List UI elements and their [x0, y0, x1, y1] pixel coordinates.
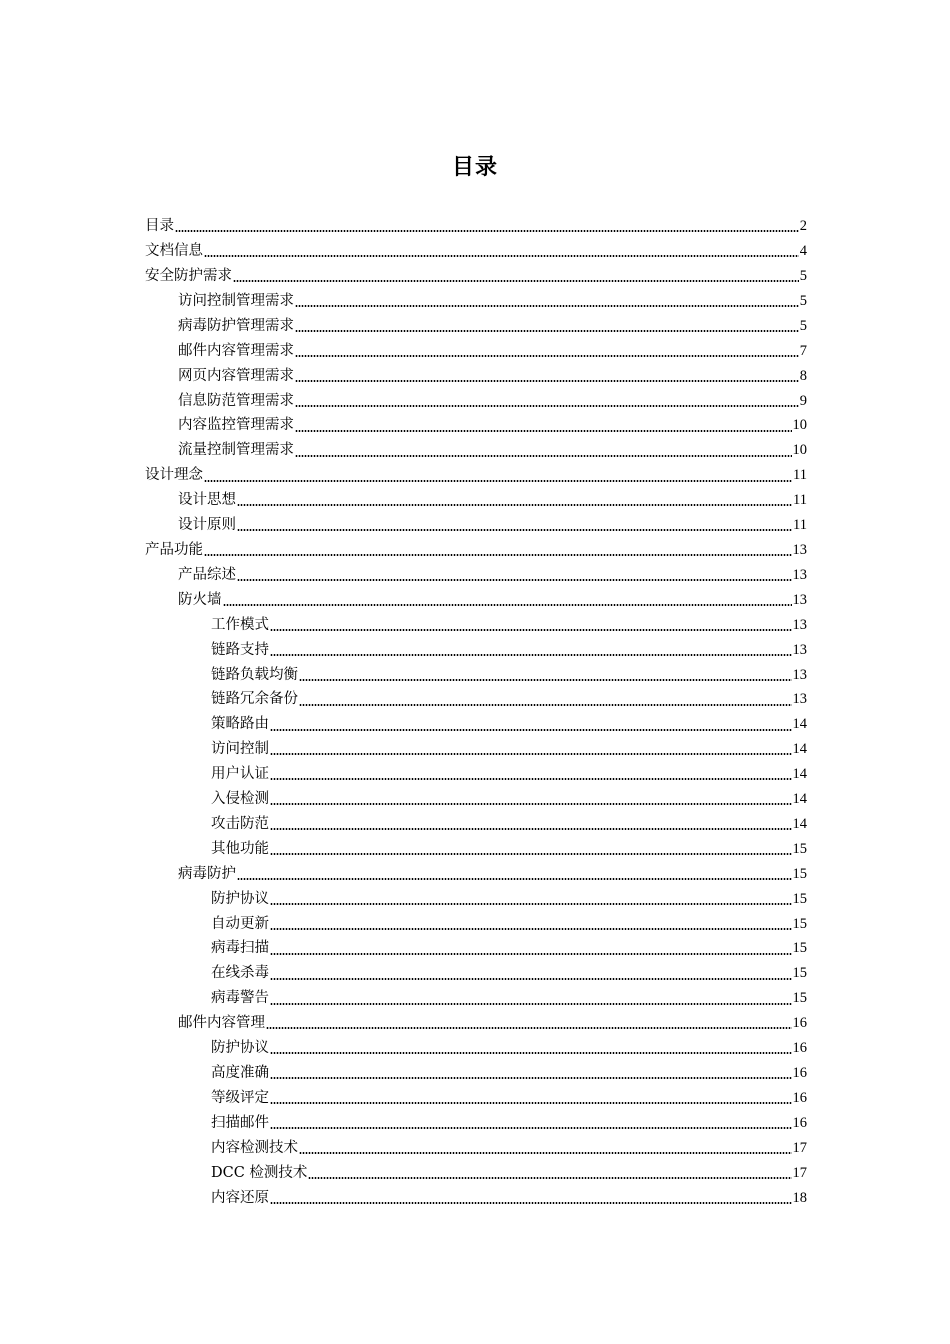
toc-entry[interactable] — [145, 314, 807, 339]
toc-entry-label: 等级评定 — [211, 1089, 269, 1106]
toc-entry-label: 设计思想 — [178, 492, 236, 509]
toc-entry-label: 防火墙 — [178, 591, 222, 608]
toc-entry-label: 自动更新 — [211, 915, 269, 932]
toc-entry-label: 目录 — [145, 218, 174, 235]
toc-entry-page-number: 15 — [792, 990, 807, 1007]
toc-entry-label: 网页内容管理需求 — [178, 367, 294, 384]
toc-entry[interactable] — [145, 1061, 807, 1086]
dot-leader — [204, 480, 792, 482]
toc-entry[interactable] — [145, 662, 807, 687]
toc-entry-label: 病毒防护管理需求 — [178, 317, 294, 334]
toc-entry-label: 策略路由 — [211, 716, 269, 733]
toc-entry-label: 产品综述 — [178, 566, 236, 583]
toc-entry-label: 文档信息 — [145, 243, 203, 260]
dot-leader — [270, 654, 792, 656]
toc-entry-label: 入侵检测 — [211, 791, 269, 808]
toc-entry-label: 信息防范管理需求 — [178, 392, 294, 409]
dot-leader — [237, 878, 792, 880]
dot-leader — [295, 405, 799, 407]
dot-leader — [295, 455, 792, 457]
toc-entry-page-number: 2 — [799, 218, 807, 235]
dot-leader — [270, 928, 792, 930]
toc-entry-page-number: 5 — [799, 292, 807, 309]
dot-leader — [270, 978, 792, 980]
toc-entry[interactable] — [145, 812, 807, 837]
toc-entry-page-number: 13 — [792, 591, 807, 608]
toc-entry-label: 防护协议 — [211, 890, 269, 907]
dot-leader — [270, 1102, 792, 1104]
toc-entry[interactable] — [145, 712, 807, 737]
toc-entry-page-number: 16 — [792, 1015, 807, 1032]
toc-entry-label: 其他功能 — [211, 840, 269, 857]
toc-entry-label: 设计理念 — [145, 467, 203, 484]
toc-entry-label: 链路负载均衡 — [211, 666, 298, 683]
dot-leader — [270, 953, 792, 955]
dot-leader — [233, 280, 799, 282]
toc-entry[interactable] — [145, 563, 807, 588]
toc-entry[interactable] — [145, 588, 807, 613]
toc-entry-page-number: 15 — [792, 840, 807, 857]
toc-entry-label: 防护协议 — [211, 1040, 269, 1057]
toc-entry-page-number: 11 — [793, 467, 807, 484]
toc-entry[interactable] — [145, 264, 807, 289]
dot-leader — [270, 729, 792, 731]
toc-entry[interactable] — [145, 538, 807, 563]
dot-leader — [270, 803, 792, 805]
toc-entry-page-number: 13 — [792, 566, 807, 583]
toc-entry-page-number: 14 — [792, 815, 807, 832]
toc-entry-page-number: 14 — [792, 766, 807, 783]
toc-entry-label: 安全防护需求 — [145, 268, 232, 285]
dot-leader — [270, 903, 792, 905]
dot-leader — [270, 1202, 792, 1204]
toc-entry-page-number: 16 — [792, 1089, 807, 1106]
toc-entry[interactable] — [145, 1185, 807, 1210]
toc-entry-page-number: 17 — [792, 1139, 807, 1156]
toc-entry[interactable] — [145, 637, 807, 662]
toc-entry-page-number: 16 — [792, 1040, 807, 1057]
toc-entry-label: 高度准确 — [211, 1065, 269, 1082]
dot-leader — [295, 305, 799, 307]
toc-entry-page-number: 13 — [792, 641, 807, 658]
toc-entry-page-number: 15 — [792, 865, 807, 882]
dot-leader — [270, 853, 792, 855]
toc-entry-label: 流量控制管理需求 — [178, 442, 294, 459]
toc-entry[interactable] — [145, 1036, 807, 1061]
toc-entry[interactable] — [145, 413, 807, 438]
toc-entry-page-number: 15 — [792, 915, 807, 932]
dot-leader — [237, 579, 792, 581]
toc-entry[interactable] — [145, 986, 807, 1011]
toc-entry[interactable] — [145, 463, 807, 488]
dot-leader — [270, 629, 792, 631]
dot-leader — [237, 504, 792, 506]
dot-leader — [299, 704, 792, 706]
toc-entry[interactable] — [145, 762, 807, 787]
toc-entry[interactable] — [145, 289, 807, 314]
dot-leader — [295, 380, 799, 382]
toc-entry-page-number: 16 — [792, 1065, 807, 1082]
toc-entry-page-number: 9 — [799, 392, 807, 409]
toc-entry-page-number: 7 — [799, 342, 807, 359]
dot-leader — [295, 355, 799, 357]
toc-entry[interactable] — [145, 1160, 807, 1185]
toc-entry-page-number: 10 — [792, 442, 807, 459]
dot-leader — [204, 554, 792, 556]
toc-entry[interactable] — [145, 339, 807, 364]
dot-leader — [299, 1152, 792, 1154]
toc-entry-label: 病毒防护 — [178, 865, 236, 882]
dot-leader — [295, 430, 792, 432]
toc-entry[interactable] — [145, 513, 807, 538]
dot-leader — [270, 778, 792, 780]
toc-entry-page-number: 5 — [799, 317, 807, 334]
toc-entry-page-number: 13 — [792, 691, 807, 708]
dot-leader — [270, 1077, 792, 1079]
toc-entry[interactable] — [145, 488, 807, 513]
toc-entry-page-number: 15 — [792, 890, 807, 907]
toc-entry[interactable] — [145, 737, 807, 762]
toc-entry-label: 内容还原 — [211, 1189, 269, 1206]
page-title: 目录 — [451, 155, 498, 180]
toc-entry-page-number: 10 — [792, 417, 807, 434]
toc-entry-page-number: 16 — [792, 1114, 807, 1131]
toc-entry-label: 攻击防范 — [211, 815, 269, 832]
toc-entry-page-number: 13 — [792, 616, 807, 633]
toc-entry[interactable] — [145, 438, 807, 463]
toc-entry[interactable] — [145, 961, 807, 986]
toc-entry[interactable] — [145, 1011, 807, 1036]
dot-leader — [270, 753, 792, 755]
dot-leader — [223, 604, 792, 606]
toc-entry[interactable] — [145, 911, 807, 936]
dot-leader — [270, 828, 792, 830]
dot-leader — [204, 255, 799, 257]
dot-leader — [270, 1003, 792, 1005]
toc-entry-page-number: 13 — [792, 666, 807, 683]
dot-leader — [299, 679, 792, 681]
toc-entry[interactable] — [145, 1111, 807, 1136]
dot-leader — [295, 330, 799, 332]
toc-entry-label: 内容监控管理需求 — [178, 417, 294, 434]
toc-entry-label: 病毒警告 — [211, 990, 269, 1007]
toc-entry[interactable] — [145, 862, 807, 887]
toc-entry[interactable] — [145, 214, 807, 239]
toc-entry-label: DCC 检测技术 — [211, 1164, 308, 1181]
toc-entry-label: 链路冗余备份 — [211, 691, 298, 708]
toc-entry-label: 内容检测技术 — [211, 1139, 298, 1156]
toc-entry-label: 邮件内容管理 — [178, 1015, 265, 1032]
toc-entry[interactable] — [145, 1136, 807, 1161]
toc-entry-label: 访问控制 — [211, 741, 269, 758]
toc-entry-label: 病毒扫描 — [211, 940, 269, 957]
toc-entry-label: 在线杀毒 — [211, 965, 269, 982]
toc-entry-page-number: 11 — [793, 492, 807, 509]
toc-entry-label: 链路支持 — [211, 641, 269, 658]
dot-leader — [270, 1127, 792, 1129]
dot-leader — [308, 1177, 791, 1179]
toc-entry[interactable] — [145, 687, 807, 712]
toc-entry-page-number: 13 — [792, 541, 807, 558]
dot-leader — [266, 1027, 792, 1029]
toc-entry[interactable] — [145, 1086, 807, 1111]
toc-entry-page-number: 11 — [793, 517, 807, 534]
toc-entry-page-number: 18 — [792, 1189, 807, 1206]
dot-leader — [270, 1052, 792, 1054]
toc-entry-page-number: 14 — [792, 791, 807, 808]
toc-entry-page-number: 15 — [792, 940, 807, 957]
toc-entry-label: 设计原则 — [178, 517, 236, 534]
toc-entry-page-number: 15 — [792, 965, 807, 982]
toc-entry-page-number: 8 — [799, 367, 807, 384]
toc-entry-page-number: 14 — [792, 716, 807, 733]
toc-entry-label: 产品功能 — [145, 541, 203, 558]
dot-leader — [237, 529, 792, 531]
toc-entry[interactable] — [145, 837, 807, 862]
toc-entry-page-number: 4 — [799, 243, 807, 260]
toc-entry-page-number: 17 — [792, 1164, 807, 1181]
dot-leader — [175, 230, 799, 232]
toc-entry-label: 访问控制管理需求 — [178, 292, 294, 309]
toc-entry[interactable] — [145, 886, 807, 911]
toc-entry-label: 邮件内容管理需求 — [178, 342, 294, 359]
toc-entry[interactable] — [145, 936, 807, 961]
toc-entry[interactable] — [145, 787, 807, 812]
toc-entry[interactable] — [145, 388, 807, 413]
toc-entry-page-number: 5 — [799, 268, 807, 285]
table-of-contents — [145, 214, 807, 1210]
toc-entry[interactable] — [145, 363, 807, 388]
toc-entry-page-number: 14 — [792, 741, 807, 758]
toc-entry-label: 用户认证 — [211, 766, 269, 783]
toc-entry-label: 工作模式 — [211, 616, 269, 633]
toc-entry[interactable] — [145, 239, 807, 264]
toc-entry[interactable] — [145, 613, 807, 638]
toc-entry-label: 扫描邮件 — [211, 1114, 269, 1131]
